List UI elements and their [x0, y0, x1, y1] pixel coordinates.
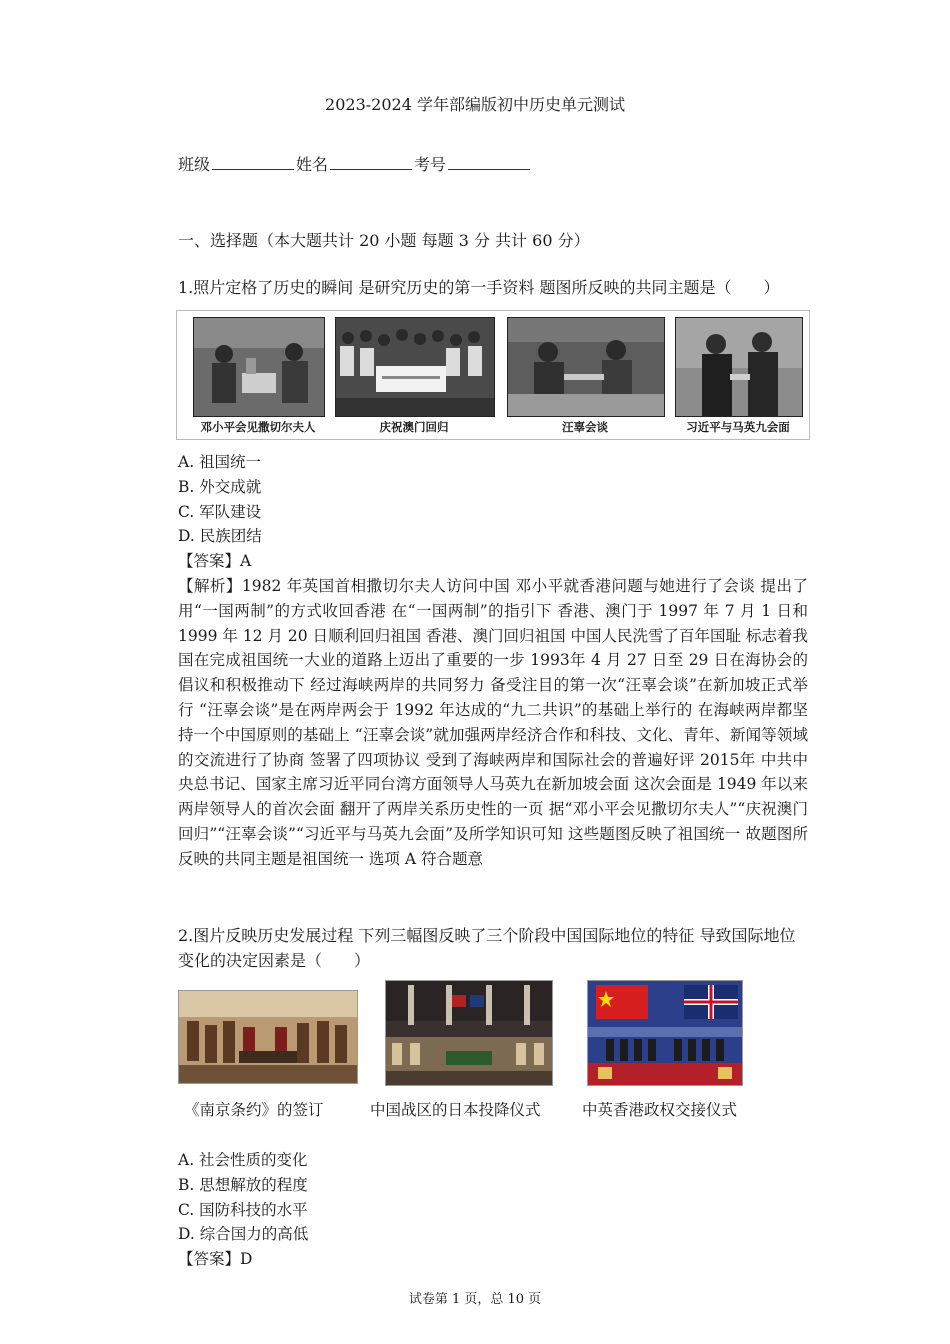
photo-caption: 庆祝澳门回归	[379, 420, 449, 434]
student-info-line	[178, 152, 532, 175]
section-heading: 一、选择题（本大题共计 20 小题 每题 3 分 共计 60 分）	[178, 231, 590, 250]
page-title: 2023-2024 学年部编版初中历史单元测试	[325, 95, 625, 114]
question-1-photo-strip	[176, 310, 810, 440]
image-caption: 中国战区的日本投降仪式	[370, 1101, 541, 1119]
question-1-analysis: 【解析】1982 年英国首相撒切尔夫人访问中国 邓小平就香港问题与她进行了会谈 提出了用“一国两制”的方式收回香港 在“一国两制”的指引下 香港、澳门于 1997 年 7 月 1 日和 1999 年 12 月 20 日顺利回归祖国 香港、澳门回归祖国 中国人民洗雪了百年国耻 标志着我国在完成祖国统一大业的道路上迈出了重要的一步 1993年 4 月 27 日至 29 日在海协会的倡议和积极推动下 经过海峡两岸的共同努力 备受注目的第一次“汪辜会谈”在新加坡正式举行 “汪辜会谈”是在两岸两会于 1992 年达成的“九二共识”的基础上举行的 在海峡两岸都坚持一个中国原则的基础上 “汪辜会谈”就加强两岸经济合作和科技、文化、青年、新闻等领域的交流进行了协商 签署了四项协议 受到了海峡两岸和国际社会的普遍好评 2015年 中共中央总书记、国家主席习近平同台湾方面领导人马英九在新加坡会面 这次会面是 1949 年以来两岸领导人的首次会面 翻开了两岸关系历史性的一页 据“邓小平会见撒切尔夫人”“庆祝澳门回归”“汪辜会谈”“习近平与马英九会面”及所学知识可知 这些题图反映了祖国统一 故题图所反映的共同主题是祖国统一 选项 A 符合题意	[178, 577, 808, 868]
photo-caption: 邓小平会见撒切尔夫人	[200, 420, 316, 434]
answer-line: 【答案】D	[178, 1250, 253, 1269]
question-2-options	[178, 1148, 308, 1272]
image-hk-handover	[587, 980, 743, 1086]
photo-xi-ma-meeting	[675, 317, 803, 417]
photo-caption: 习近平与马英九会面	[686, 420, 790, 434]
photo-wang-koo-talks	[507, 317, 665, 417]
photo-macau-return	[335, 317, 495, 417]
question-2-stem: 2.图片反映历史发展过程 下列三幅图反映了三个阶段中国国际地位的特征 导致国际地位变化的决定因素是（ ）	[178, 926, 796, 970]
option-c[interactable]: C. 军队建设	[178, 502, 262, 521]
option-a[interactable]: A. 祖国统一	[178, 453, 262, 471]
option-a[interactable]: A. 社会性质的变化	[178, 1151, 308, 1169]
question-1-options	[178, 450, 262, 574]
option-d[interactable]: D. 综合国力的高低	[178, 1225, 309, 1244]
name-label: 姓名	[296, 155, 329, 174]
image-caption: 中英香港政权交接仪式	[582, 1101, 738, 1119]
image-japan-surrender	[385, 980, 553, 1086]
name-blank[interactable]	[330, 155, 412, 170]
image-nanjing-treaty	[178, 990, 358, 1084]
option-b[interactable]: B. 外交成就	[178, 477, 262, 496]
photo-caption: 汪辜会谈	[562, 420, 608, 434]
question-1-stem: 1.照片定格了历史的瞬间 是研究历史的第一手资料 题图所反映的共同主题是（ ）	[178, 278, 780, 297]
id-label: 考号	[414, 155, 447, 174]
option-d[interactable]: D. 民族团结	[178, 527, 262, 546]
page-footer: 试卷第 1 页，总 10 页	[408, 1292, 542, 1307]
answer-line: 【答案】A	[178, 552, 252, 571]
id-blank[interactable]	[448, 155, 530, 170]
option-c[interactable]: C. 国防科技的水平	[178, 1200, 308, 1219]
class-label: 班级	[178, 155, 211, 174]
image-caption: 《南京条约》的签订	[184, 1101, 324, 1119]
class-blank[interactable]	[212, 155, 294, 170]
photo-deng-thatcher	[193, 317, 325, 417]
option-b[interactable]: B. 思想解放的程度	[178, 1175, 308, 1194]
